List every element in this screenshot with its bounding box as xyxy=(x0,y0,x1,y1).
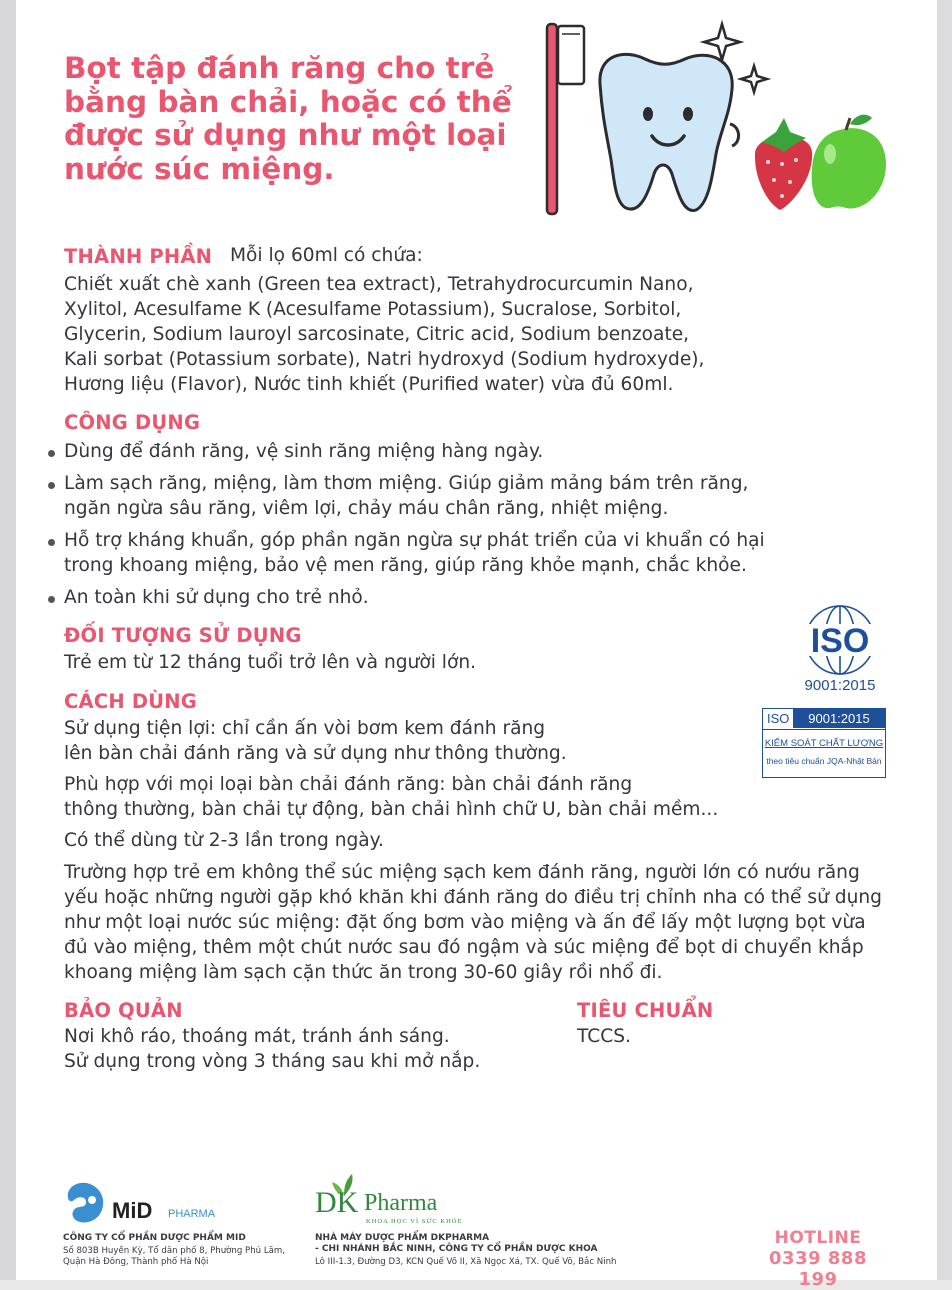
tooth-fruit-illustration xyxy=(540,14,900,224)
usage-paragraph: Trường hợp trẻ em không thể súc miệng sạch kem đánh răng, người lớn có nướu răng xyxy=(64,862,860,883)
usage-paragraph: yếu hoặc những người gặp khó khăn khi đánh răng do điều trị chỉnh nha có thể sử dụng xyxy=(64,887,882,908)
list-item xyxy=(48,529,765,579)
mid-address: Số 803B Huyền Kỳ, Tổ dân phố 8, Phường Phú Lãm, xyxy=(63,1246,286,1256)
audience-title: ĐỐI TƯỢNG SỬ DỤNG xyxy=(64,624,302,647)
standard-text: TCCS. xyxy=(577,1026,631,1047)
uses-title: CÔNG DỤNG xyxy=(64,411,201,434)
toothbrush-icon xyxy=(547,24,584,214)
list-item-text: Làm sạch răng, miệng, làm thơm miệng. Giúp giảm mảng bám trên răng, xyxy=(64,473,749,494)
bullet-icon xyxy=(48,450,55,457)
apple-icon xyxy=(812,115,886,209)
mid-company: CÔNG TY CỔ PHẦN DƯỢC PHẨM MID xyxy=(63,1233,246,1243)
sparkle-icon xyxy=(741,66,767,92)
hotline-number[interactable]: 0339 888 199 xyxy=(769,1248,867,1290)
list-item xyxy=(48,440,544,465)
ingredients-line: Kali sorbat (Potassium sorbate), Natri hydroxyd (Sodium hydroxyde), xyxy=(64,349,705,370)
list-item-text: Hỗ trợ kháng khuẩn, góp phần ngăn ngừa sự phát triển của vi khuẩn có hại xyxy=(64,530,765,551)
usage-title: CÁCH DÙNG xyxy=(64,690,197,713)
dk-brand-pharma: Pharma xyxy=(364,1190,438,1216)
iso-quality-badge xyxy=(762,708,886,780)
mid-brand: MiD xyxy=(112,1198,153,1223)
dk-company: NHÀ MÁY DƯỢC PHẨM DKPHARMA xyxy=(315,1233,490,1243)
ingredients-line: Xylitol, Acesulfame K (Acesulfame Potassium), Sucralose, Sorbitol, xyxy=(64,299,682,320)
iso-badge-left: ISO xyxy=(767,711,790,726)
strawberry-icon xyxy=(755,118,812,210)
usage-paragraph: Có thể dùng từ 2-3 lần trong ngày. xyxy=(64,830,384,851)
storage-line: Sử dụng trong vòng 3 tháng sau khi mở nắp. xyxy=(64,1051,481,1072)
usage-paragraph: thông thường, bàn chải tự động, bàn chải hình chữ U, bàn chải mềm... xyxy=(64,799,719,820)
tooth-icon xyxy=(600,54,739,210)
iso-badge-line2: theo tiêu chuẩn JQA-Nhật Bản xyxy=(766,756,882,766)
usage-paragraph: đủ vào miệng, thêm một chút nước sau đó ngậm và súc miệng để bọt di chuyển khắp xyxy=(64,937,864,958)
bullet-icon xyxy=(48,596,55,603)
iso-logo-number: 9001:2015 xyxy=(804,677,876,694)
list-item-text: Dùng để đánh răng, vệ sinh răng miệng hàng ngày. xyxy=(64,441,544,462)
mid-address: Quận Hà Đông, Thành phố Hà Nội xyxy=(63,1257,209,1267)
ingredients-line: Hương liệu (Flavor), Nước tinh khiết (Purified water) vừa đủ 60ml. xyxy=(64,374,674,395)
storage-title: BẢO QUẢN xyxy=(64,999,183,1022)
iso-logo-text: ISO xyxy=(810,622,870,660)
dk-company: - CHI NHÁNH BẮC NINH, CÔNG TY CỔ PHẦN DƯỢC KHOA xyxy=(315,1244,598,1254)
usage-paragraph: Sử dụng tiện lợi: chỉ cần ấn vòi bơm kem đánh răng xyxy=(64,718,546,739)
list-item xyxy=(48,586,369,611)
iso-badge-right: 9001:2015 xyxy=(793,709,885,728)
mid-brand-sub: PHARMA xyxy=(168,1208,216,1220)
audience-text: Trẻ em từ 12 tháng tuổi trở lên và người lớn. xyxy=(64,652,477,673)
headline: Bọt tập đánh răng cho trẻ bằng bàn chải, hoặc có thể được sử dụng như một loại nước súc miệng. xyxy=(64,51,512,186)
usage-paragraph: khoang miệng làm sạch cặn thức ăn trong 30-60 giây rồi nhổ đi. xyxy=(64,962,663,983)
page-edge-left xyxy=(0,0,16,1280)
list-item-text: trong khoang miệng, bảo vệ men răng, giúp răng khỏe mạnh, chắc khỏe. xyxy=(64,554,747,576)
dk-address: Lô III-1.3, Đường D3, KCN Quế Võ II, Xã Ngọc Xá, TX. Quế Võ, Bắc Ninh xyxy=(315,1257,617,1267)
bullet-icon xyxy=(48,539,55,546)
dk-brand-dk: DK xyxy=(315,1186,359,1219)
storage-line: Nơi khô ráo, thoáng mát, tránh ánh sáng. xyxy=(64,1026,450,1047)
ingredients-title: THÀNH PHẦN xyxy=(64,245,213,268)
usage-paragraph: lên bàn chải đánh răng và sử dụng như thông thường. xyxy=(64,743,567,764)
list-item-text: An toàn khi sử dụng cho trẻ nhỏ. xyxy=(64,587,369,608)
list-item xyxy=(48,472,749,522)
hotline xyxy=(750,1228,886,1290)
page-edge-right xyxy=(937,0,952,1280)
ingredients-line: Chiết xuất chè xanh (Green tea extract), Tetrahydrocurcumin Nano, xyxy=(64,274,694,295)
standard-title: TIÊU CHUẨN xyxy=(577,999,714,1022)
hotline-label: HOTLINE xyxy=(774,1228,862,1248)
bullet-icon xyxy=(48,482,55,489)
iso-logo xyxy=(790,600,890,695)
dk-tagline: KHOA HỌC VÌ SỨC KHỎE xyxy=(366,1218,463,1225)
ingredients-subtitle: Mỗi lọ 60ml có chứa: xyxy=(230,245,423,266)
mid-pharma-logo-icon xyxy=(62,1178,112,1228)
ingredients-line: Glycerin, Sodium lauroyl sarcosinate, Citric acid, Sodium benzoate, xyxy=(64,324,690,345)
usage-paragraph: như một loại nước súc miệng: đặt ống bơm vào miệng và ấn để lấy một lượng bọt vừa xyxy=(64,912,866,933)
iso-badge-line1: KIỂM SOÁT CHẤT LƯỢNG xyxy=(764,738,884,749)
usage-paragraph: Phù hợp với mọi loại bàn chải đánh răng: bàn chải đánh răng xyxy=(64,774,633,795)
list-item-text: ngăn ngừa sâu răng, viêm lợi, chảy máu chân răng, nhiệt miệng. xyxy=(64,497,669,519)
